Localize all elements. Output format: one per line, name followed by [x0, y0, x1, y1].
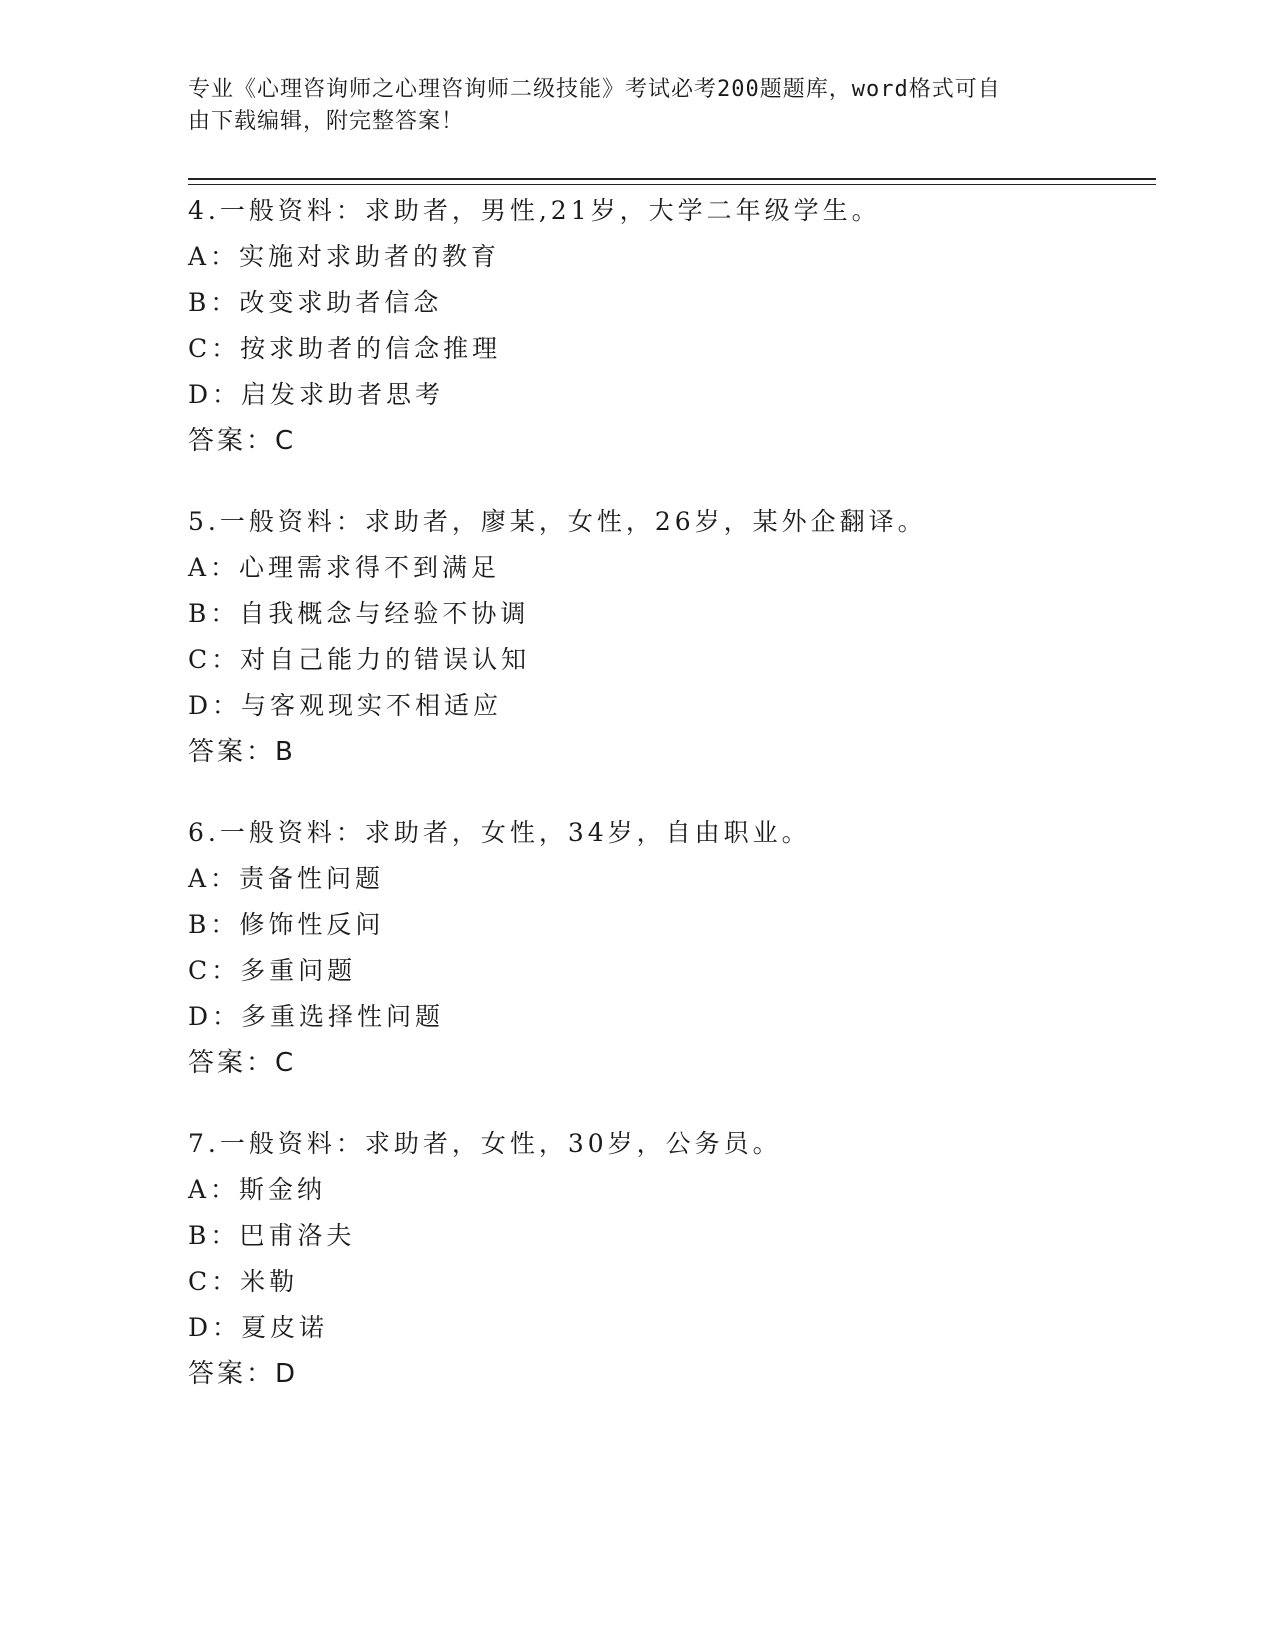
- option-c: C：对自己能力的错误认知: [188, 645, 531, 674]
- header-line-2: 由下载编辑，附完整答案！: [188, 109, 465, 134]
- option-b: B：改变求助者信念: [188, 288, 443, 317]
- option-a: A：实施对求助者的教育: [188, 242, 501, 271]
- question-block: [188, 188, 1148, 464]
- option-b: B：自我概念与经验不协调: [188, 599, 530, 628]
- option-d: D：夏皮诺: [188, 1313, 329, 1342]
- option-b: B：巴甫洛夫: [188, 1221, 356, 1250]
- answer-line: 答案：B: [188, 737, 296, 767]
- option-a: A：责备性问题: [188, 864, 385, 893]
- option-d: D：多重选择性问题: [188, 1002, 445, 1031]
- question-block: [188, 499, 1148, 775]
- question-stem: 5.一般资料：求助者，廖某，女性，26岁，某外企翻译。: [188, 507, 927, 536]
- answer-line: 答案：C: [188, 1048, 297, 1078]
- header-divider-thin: [188, 184, 1156, 185]
- option-c: C：多重问题: [188, 956, 357, 985]
- question-stem: 6.一般资料：求助者，女性，34岁，自由职业。: [188, 818, 811, 847]
- header-divider-thick: [188, 178, 1156, 180]
- question-stem: 7.一般资料：求助者，女性，30岁，公务员。: [188, 1129, 782, 1158]
- question-block: [188, 810, 1148, 1086]
- option-d: D：启发求助者思考: [188, 380, 445, 409]
- option-b: B：修饰性反问: [188, 910, 385, 939]
- document-header: [188, 74, 1068, 138]
- option-c: C：按求助者的信念推理: [188, 334, 502, 363]
- option-a: A：心理需求得不到满足: [188, 553, 501, 582]
- option-a: A：斯金纳: [188, 1175, 327, 1204]
- answer-line: 答案：D: [188, 1359, 299, 1389]
- answer-line: 答案：C: [188, 426, 297, 456]
- header-line-1: 专业《心理咨询师之心理咨询师二级技能》考试必考200题题库，word格式可自: [188, 77, 1001, 102]
- option-c: C：米勒: [188, 1267, 299, 1296]
- option-d: D：与客观现实不相适应: [188, 691, 503, 720]
- question-block: [188, 1121, 1148, 1397]
- question-stem: 4.一般资料：求助者，男性,21岁，大学二年级学生。: [188, 196, 881, 225]
